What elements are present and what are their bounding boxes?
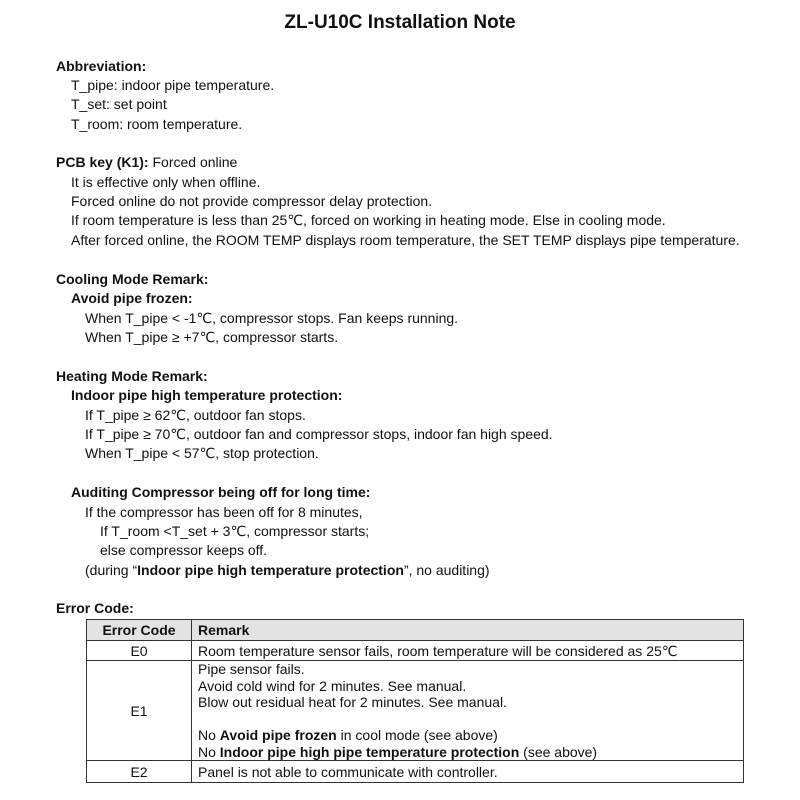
pcb-heading: PCB key (K1): xyxy=(56,154,149,170)
auditing-note-bold: Indoor pipe high temperature protection xyxy=(137,562,404,578)
abbreviation-item: T_set: set point xyxy=(71,96,167,112)
error-code-cell: E1 xyxy=(87,661,192,761)
pcb-heading-rest: Forced online xyxy=(148,154,238,170)
remark-line: Blow out residual heat for 2 minutes. See manual. xyxy=(198,694,507,710)
remark-line: Avoid cold wind for 2 minutes. See manual. xyxy=(198,677,467,694)
pcb-item: Forced online do not provide compressor delay protection. xyxy=(71,193,433,209)
heating-subheading: Indoor pipe high temperature protection: xyxy=(71,387,343,403)
page-title: ZL-U10C Installation Note xyxy=(284,12,516,33)
cooling-heading: Cooling Mode Remark: xyxy=(56,271,209,287)
auditing-line: If T_room <T_set + 3℃, compressor starts; xyxy=(100,523,370,539)
remark-bold: Avoid pipe frozen xyxy=(219,727,337,743)
remark-rest: (see above) xyxy=(519,743,598,760)
heating-item: If T_pipe ≥ 70℃, outdoor fan and compressor stops, indoor fan high speed. xyxy=(85,426,553,442)
remark-bold: Indoor pipe high pipe temperature protection xyxy=(219,743,520,760)
remark-rest: in cool mode (see above) xyxy=(336,727,498,743)
error-code-heading: Error Code: xyxy=(56,600,134,616)
cooling-subheading: Avoid pipe frozen: xyxy=(71,290,193,306)
table-row-e0 xyxy=(87,641,744,661)
pcb-item: If room temperature is less than 25℃, forced on working in heating mode. Else in cooling mode. xyxy=(71,212,666,228)
remark-line: Pipe sensor fails. xyxy=(198,661,305,677)
remark-no: No xyxy=(198,727,220,743)
abbreviation-item: T_room: room temperature. xyxy=(71,116,243,132)
table-row-e1 xyxy=(87,661,744,761)
error-remark-cell: Room temperature sensor fails, room temperature will be considered as 25℃ xyxy=(192,641,744,661)
remark-line xyxy=(198,727,737,744)
remark-spacer xyxy=(198,711,737,728)
pcb-item: It is effective only when offline. xyxy=(71,174,261,190)
column-header-remark: Remark xyxy=(192,620,744,641)
pcb-heading-line xyxy=(56,153,237,171)
auditing-note-pre: (during “ xyxy=(85,562,138,578)
heating-heading: Heating Mode Remark: xyxy=(56,368,208,384)
pcb-item: After forced online, the ROOM TEMP displays room temperature, the SET TEMP displays pipe temperature. xyxy=(71,232,740,248)
heating-item: If T_pipe ≥ 62℃, outdoor fan stops. xyxy=(85,407,306,423)
abbreviation-heading: Abbreviation: xyxy=(56,58,147,74)
column-header-code: Error Code xyxy=(87,620,192,641)
cooling-item: When T_pipe ≥ +7℃, compressor starts. xyxy=(85,329,339,345)
remark-no: No xyxy=(198,743,220,760)
abbreviation-item: T_pipe: indoor pipe temperature. xyxy=(71,77,275,93)
table-header-row xyxy=(87,620,744,641)
auditing-note xyxy=(85,561,490,579)
error-code-table xyxy=(86,619,744,783)
auditing-line: If the compressor has been off for 8 minutes, xyxy=(85,504,363,520)
error-remark-cell: Panel is not able to communicate with controller. xyxy=(192,761,744,783)
auditing-heading: Auditing Compressor being off for long time: xyxy=(71,484,371,500)
cooling-item: When T_pipe < -1℃, compressor stops. Fan keeps running. xyxy=(85,310,459,326)
remark-line xyxy=(198,744,737,761)
table-row-e2 xyxy=(87,761,744,783)
error-remark-cell xyxy=(192,661,744,761)
auditing-line: else compressor keeps off. xyxy=(100,542,268,558)
error-code-cell: E2 xyxy=(87,761,192,783)
error-code-cell: E0 xyxy=(87,641,192,661)
heating-item: When T_pipe < 57℃, stop protection. xyxy=(85,445,319,461)
auditing-note-post: ”, no auditing) xyxy=(403,562,490,578)
